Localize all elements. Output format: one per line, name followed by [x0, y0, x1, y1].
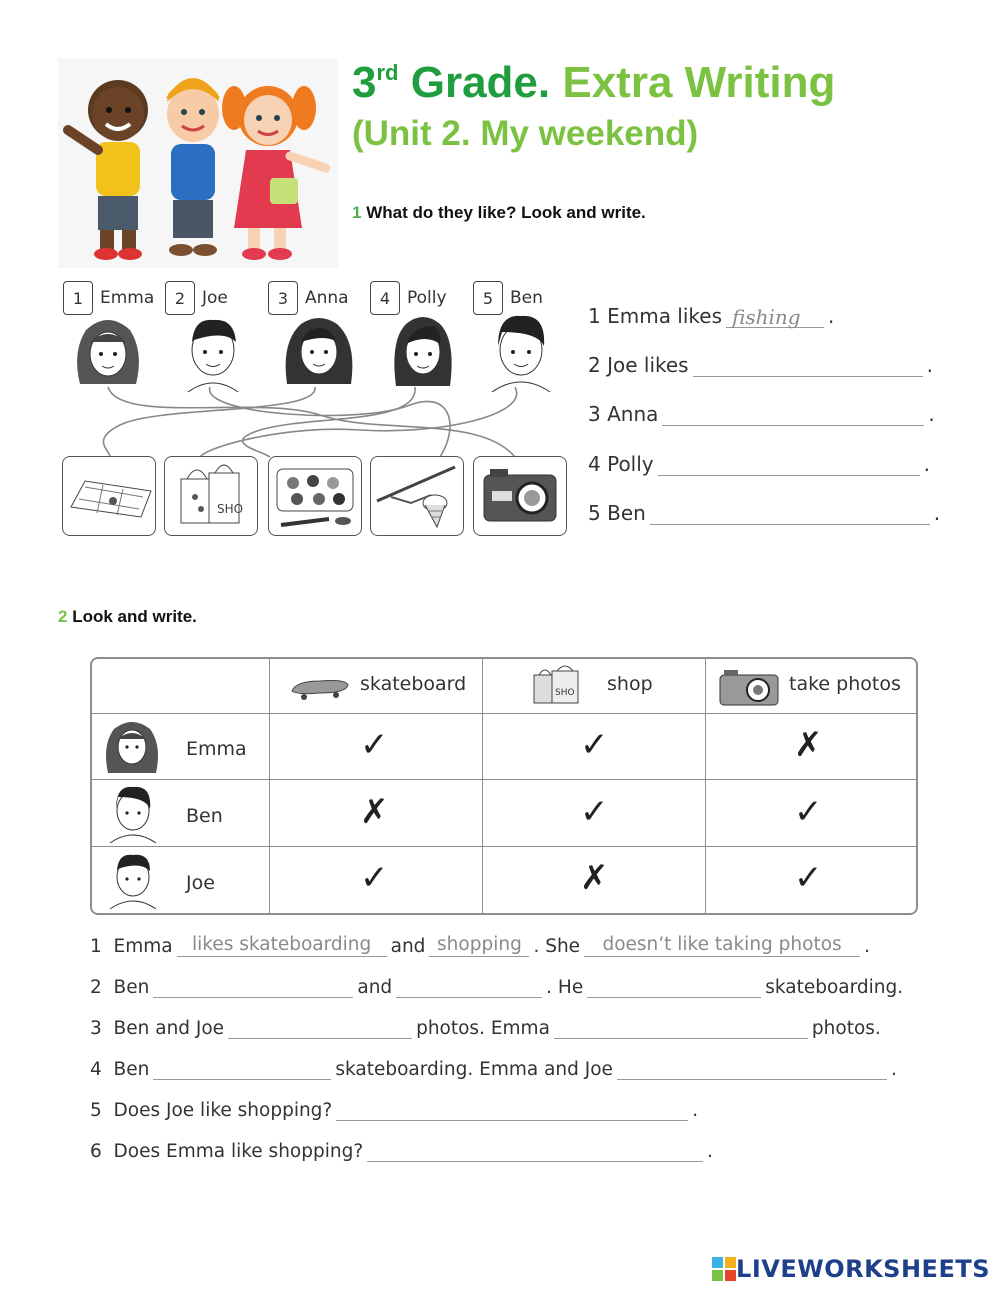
section1-number: 1 [352, 203, 362, 222]
answer-field-2-6[interactable] [367, 1139, 703, 1162]
answer-field-2-2b[interactable] [396, 975, 542, 998]
answer-field-2-4a[interactable] [153, 1057, 331, 1080]
sentence-end: . [928, 402, 935, 426]
svg-text:SHO: SHO [217, 502, 244, 516]
sentence-end: . [933, 501, 941, 525]
children-illustration [58, 58, 338, 268]
sentence-number: 3 [90, 1018, 102, 1039]
name-label-4 [370, 281, 447, 315]
table-divider [705, 659, 706, 913]
ben-skateboard-mark: ✗ [360, 792, 389, 832]
joe-face-icon [180, 312, 246, 392]
exercise2-sentence-1 [90, 934, 870, 957]
sentence-number: 5 [588, 501, 601, 525]
sentence-number: 2 [90, 977, 102, 998]
sentence-text: Does Emma like shopping? [113, 1141, 364, 1162]
joe-photos-mark: ✓ [794, 858, 823, 898]
sentence-text: and [390, 936, 426, 957]
paint-box-icon [268, 456, 362, 536]
sentence-end: . [890, 1059, 897, 1080]
answer-field-2-4b[interactable] [617, 1057, 887, 1080]
skateboard-icon [288, 671, 352, 703]
name-label-5 [473, 281, 543, 315]
sentence-end: . [923, 452, 930, 476]
sentence-text: photos. [811, 1018, 881, 1039]
answer-field-5[interactable] [650, 502, 930, 525]
column-shop: shop [607, 673, 653, 695]
exercise2-sentence-6 [90, 1139, 713, 1162]
sentence-end: . [864, 936, 870, 957]
sentence-text: Emma likes [607, 304, 723, 328]
ben-face-icon [488, 312, 554, 392]
answer-field-2[interactable] [693, 354, 923, 377]
likes-table [90, 657, 918, 915]
svg-text:SHO: SHO [555, 688, 575, 698]
name-text: Polly [407, 288, 447, 308]
sentence-text: Polly [607, 452, 654, 476]
section2-instruction [58, 607, 197, 627]
ben-row-face-icon [106, 783, 160, 843]
sentence-text: skateboarding. [765, 977, 904, 998]
sentence-3 [588, 402, 935, 426]
sentence-text: . She [533, 936, 581, 957]
exercise2-sentence-5 [90, 1098, 698, 1121]
column-take-photos: take photos [789, 673, 901, 695]
sentence-text: skateboarding. Emma and Joe [335, 1059, 613, 1080]
polly-face-icon [388, 312, 458, 392]
section1-instruction-text: What do they like? Look and write. [366, 203, 646, 222]
name-text: Anna [305, 288, 349, 308]
name-text: Ben [510, 288, 543, 308]
answer-field-2-2a[interactable] [153, 975, 353, 998]
sentence-end: . [692, 1100, 699, 1121]
sentence-number: 1 [90, 936, 102, 957]
camera-picture-icon [473, 456, 567, 536]
sentence-text: Joe likes [607, 353, 689, 377]
sentence-4 [588, 452, 930, 476]
sentence-text: . He [546, 977, 584, 998]
table-divider [92, 713, 916, 714]
name-text: Joe [202, 288, 228, 308]
section2-instruction-text: Look and write. [72, 607, 197, 626]
column-skateboard: skateboard [360, 673, 467, 695]
exercise2-sentence-4 [90, 1057, 897, 1080]
table-divider [482, 659, 483, 913]
sentence-number: 3 [588, 402, 601, 426]
answer-field-2-3b[interactable] [554, 1016, 808, 1039]
section1-instruction [352, 203, 646, 223]
answer-field-4[interactable] [658, 453, 920, 476]
section2-number: 2 [58, 607, 68, 626]
sentence-number: 4 [588, 452, 601, 476]
emma-skateboard-mark: ✓ [360, 725, 389, 765]
row-name-emma: Emma [186, 738, 247, 760]
grade-suffix: rd [376, 60, 399, 85]
joe-shop-mark: ✗ [580, 858, 609, 898]
sentence-end: . [707, 1141, 714, 1162]
sentence-number: 5 [90, 1100, 102, 1121]
name-number: 5 [473, 281, 503, 315]
sentence-end: . [828, 304, 835, 328]
table-divider [92, 846, 916, 847]
answer-field-2-5[interactable] [336, 1098, 688, 1121]
logo-text: LIVEWORKSHEETS [736, 1255, 990, 1283]
sentence-5 [588, 501, 940, 525]
sentence-end: . [926, 353, 933, 377]
sentence-text: Anna [607, 402, 659, 426]
table-divider [92, 779, 916, 780]
name-label-2 [165, 281, 228, 315]
camera-icon [718, 667, 780, 707]
answer-field-2-3a[interactable] [228, 1016, 412, 1039]
liveworksheets-logo-icon [712, 1257, 736, 1281]
unit-title: (Unit 2. My weekend) [352, 114, 699, 153]
sentence-text: Ben [607, 501, 646, 525]
sentence-text: Ben [113, 977, 150, 998]
answer-field-2-1c[interactable]: doesn’t like taking photos [584, 934, 860, 957]
emma-photos-mark: ✗ [794, 725, 823, 765]
worksheet-title [352, 58, 835, 108]
sentence-1 [588, 304, 834, 328]
grade-word: Grade. [410, 58, 551, 107]
answer-field-2-1b[interactable]: shopping [429, 934, 529, 957]
answer-field-2-1a[interactable]: likes skateboarding [177, 934, 387, 957]
emma-shop-mark: ✓ [580, 725, 609, 765]
name-text: Emma [100, 288, 155, 308]
row-name-ben: Ben [186, 805, 223, 827]
emma-row-face-icon [100, 717, 164, 777]
exercise2-sentence-2 [90, 975, 903, 998]
answer-field-1[interactable]: fishing [726, 305, 824, 328]
name-number: 3 [268, 281, 298, 315]
answer-field-3[interactable] [662, 403, 924, 426]
table-divider [269, 659, 270, 913]
name-label-3 [268, 281, 349, 315]
joe-row-face-icon [106, 849, 160, 909]
liveworksheets-logo [712, 1255, 990, 1283]
answer-field-2-2c[interactable] [587, 975, 761, 998]
sentence-number: 4 [90, 1059, 102, 1080]
name-number: 2 [165, 281, 195, 315]
anna-face-icon [277, 312, 361, 392]
sentence-text: Does Joe like shopping? [113, 1100, 333, 1121]
map-picture-icon [62, 456, 156, 536]
sentence-number: 2 [588, 353, 601, 377]
grade-number: 3 [352, 58, 377, 107]
sentence-text: and [357, 977, 393, 998]
name-label-1 [63, 281, 154, 315]
ben-photos-mark: ✓ [794, 792, 823, 832]
joe-skateboard-mark: ✓ [360, 858, 389, 898]
shopping-bags-icon [164, 456, 258, 536]
sentence-text: Ben [113, 1059, 150, 1080]
name-number: 1 [63, 281, 93, 315]
row-name-joe: Joe [186, 872, 215, 894]
exercise2-sentence-3 [90, 1016, 881, 1039]
name-number: 4 [370, 281, 400, 315]
sentence-number: 6 [90, 1141, 102, 1162]
sentence-number: 1 [588, 304, 601, 328]
sentence-text: photos. Emma [416, 1018, 550, 1039]
sentence-text: Emma [113, 936, 173, 957]
sentence-text: Ben and Joe [113, 1018, 225, 1039]
emma-face-icon [66, 312, 150, 392]
fishing-net-icon [370, 456, 464, 536]
shop-bags-icon [530, 665, 586, 707]
extra-writing: Extra Writing [562, 58, 836, 107]
sentence-2 [588, 353, 933, 377]
ben-shop-mark: ✓ [580, 792, 609, 832]
matching-lines [60, 385, 560, 460]
